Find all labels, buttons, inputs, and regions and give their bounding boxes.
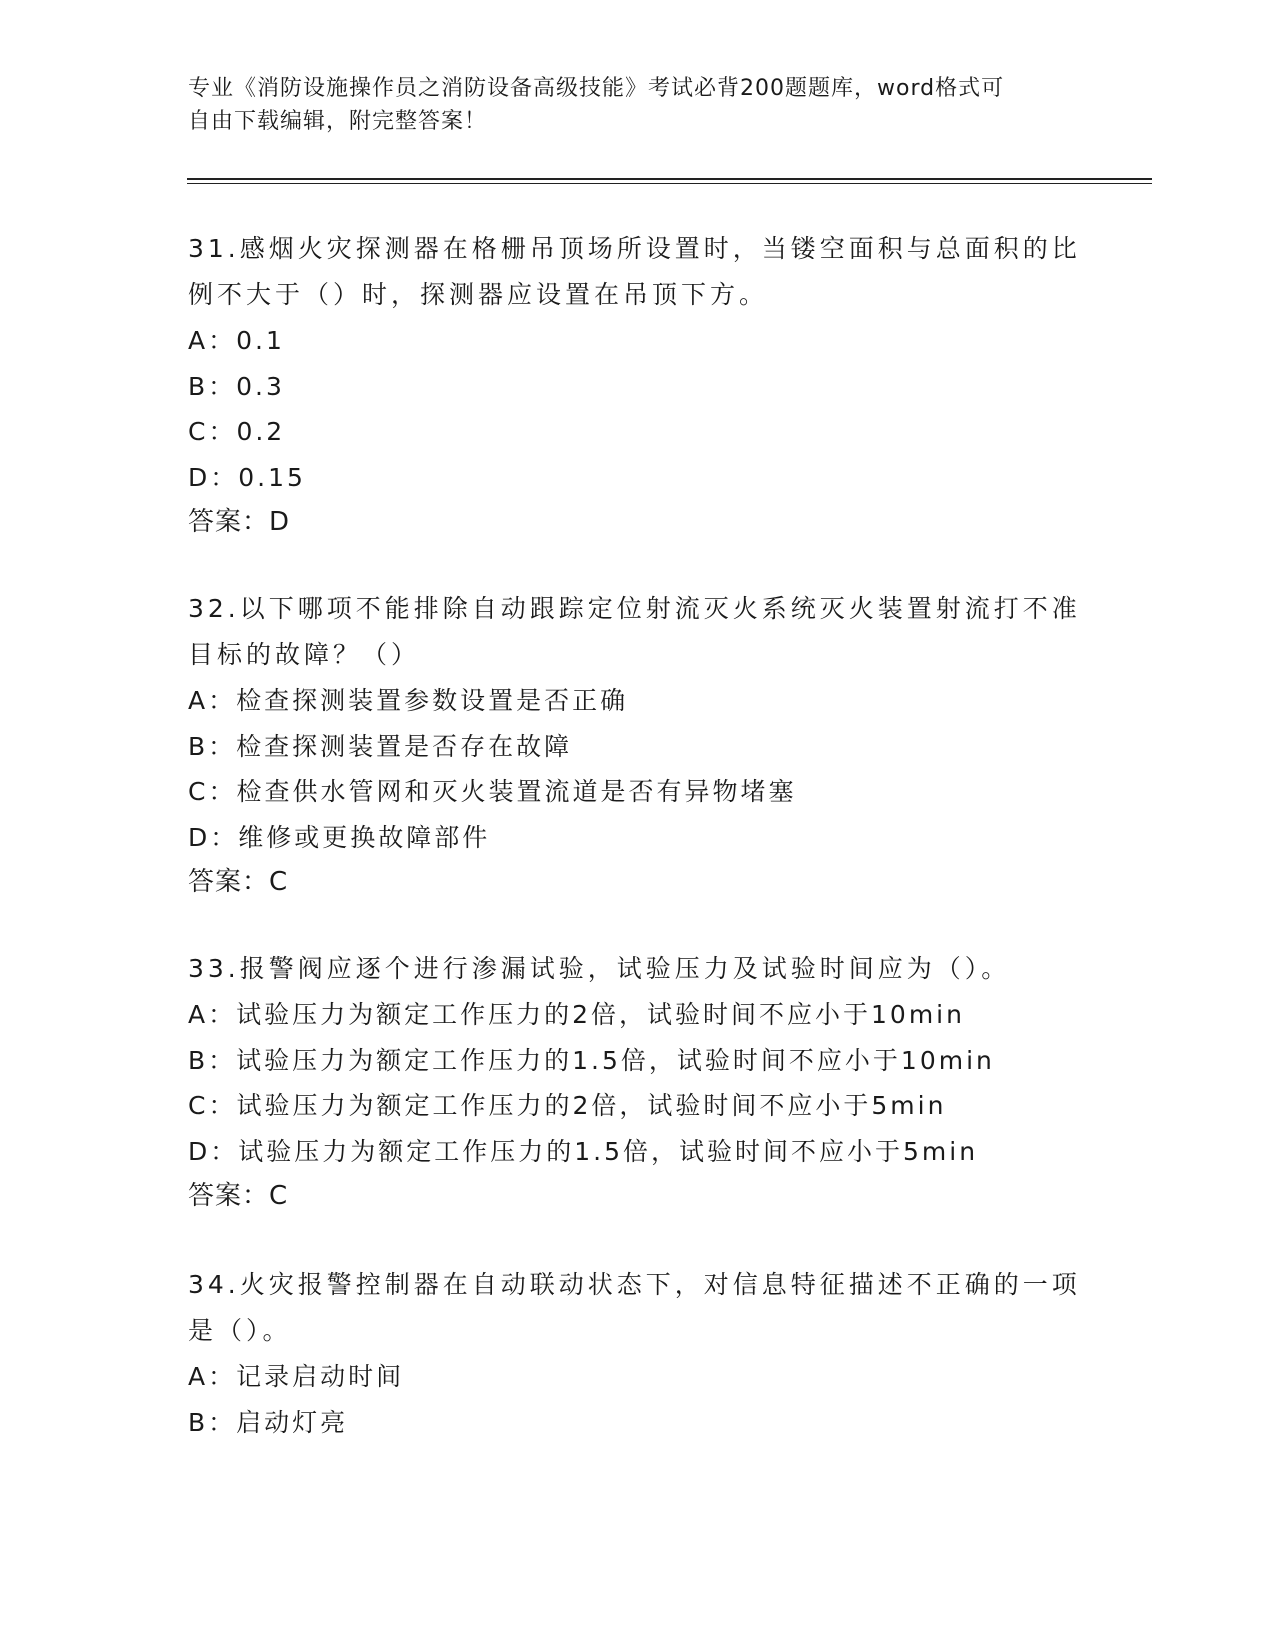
question-stem-line: 例不大于（）时，探测器应设置在吊顶下方。 (188, 280, 769, 309)
question-32 (188, 586, 1088, 905)
option-b: B：检查探测装置是否存在故障 (188, 731, 573, 761)
header-line-2: 自由下载编辑，附完整答案！ (188, 109, 488, 134)
document-header (188, 72, 1068, 138)
header-rule-thick (187, 178, 1152, 180)
question-stem-line: 是（）。 (188, 1316, 292, 1345)
answer-label: 答案：D (188, 507, 291, 537)
question-stem-line: 33.报警阀应逐个进行渗漏试验，试验压力及试验时间应为（）。 (188, 954, 1011, 983)
option-c: C：0.2 (188, 417, 286, 446)
question-33 (188, 946, 1088, 1219)
question-stem-line: 34.火灾报警控制器在自动联动状态下，对信息特征描述不正确的一项 (188, 1270, 1081, 1299)
option-c: C：检查供水管网和灭火装置流道是否有异物堵塞 (188, 777, 797, 806)
option-d: D：试验压力为额定工作压力的1.5倍，试验时间不应小于5min (188, 1136, 979, 1166)
question-stem (188, 586, 1088, 678)
question-stem (188, 1262, 1088, 1354)
answer-label: 答案：C (188, 1181, 289, 1211)
option-b: B：启动灯亮 (188, 1407, 349, 1437)
question-34 (188, 1262, 1088, 1445)
header-line-1: 专业《消防设施操作员之消防设备高级技能》考试必背200题题库，word格式可 (188, 76, 1005, 101)
option-a: A：记录启动时间 (188, 1362, 405, 1391)
option-d: D：维修或更换故障部件 (188, 822, 491, 852)
option-a: A：0.1 (188, 326, 285, 355)
header-rule-thin (187, 183, 1152, 184)
question-31 (188, 226, 1088, 545)
option-d: D：0.15 (188, 462, 306, 492)
option-a: A：检查探测装置参数设置是否正确 (188, 686, 629, 715)
question-stem (188, 946, 1088, 992)
question-stem-line: 32.以下哪项不能排除自动跟踪定位射流灭火系统灭火装置射流打不准 (188, 594, 1081, 623)
option-c: C：试验压力为额定工作压力的2倍，试验时间不应小于5min (188, 1091, 947, 1120)
option-b: B：0.3 (188, 371, 285, 401)
question-stem-line: 目标的故障？（） (188, 640, 421, 669)
question-stem (188, 226, 1088, 318)
option-b: B：试验压力为额定工作压力的1.5倍，试验时间不应小于10min (188, 1045, 995, 1075)
option-a: A：试验压力为额定工作压力的2倍，试验时间不应小于10min (188, 1000, 965, 1029)
answer-label: 答案：C (188, 867, 289, 897)
question-stem-line: 31.感烟火灾探测器在格栅吊顶场所设置时，当镂空面积与总面积的比 (188, 234, 1081, 263)
